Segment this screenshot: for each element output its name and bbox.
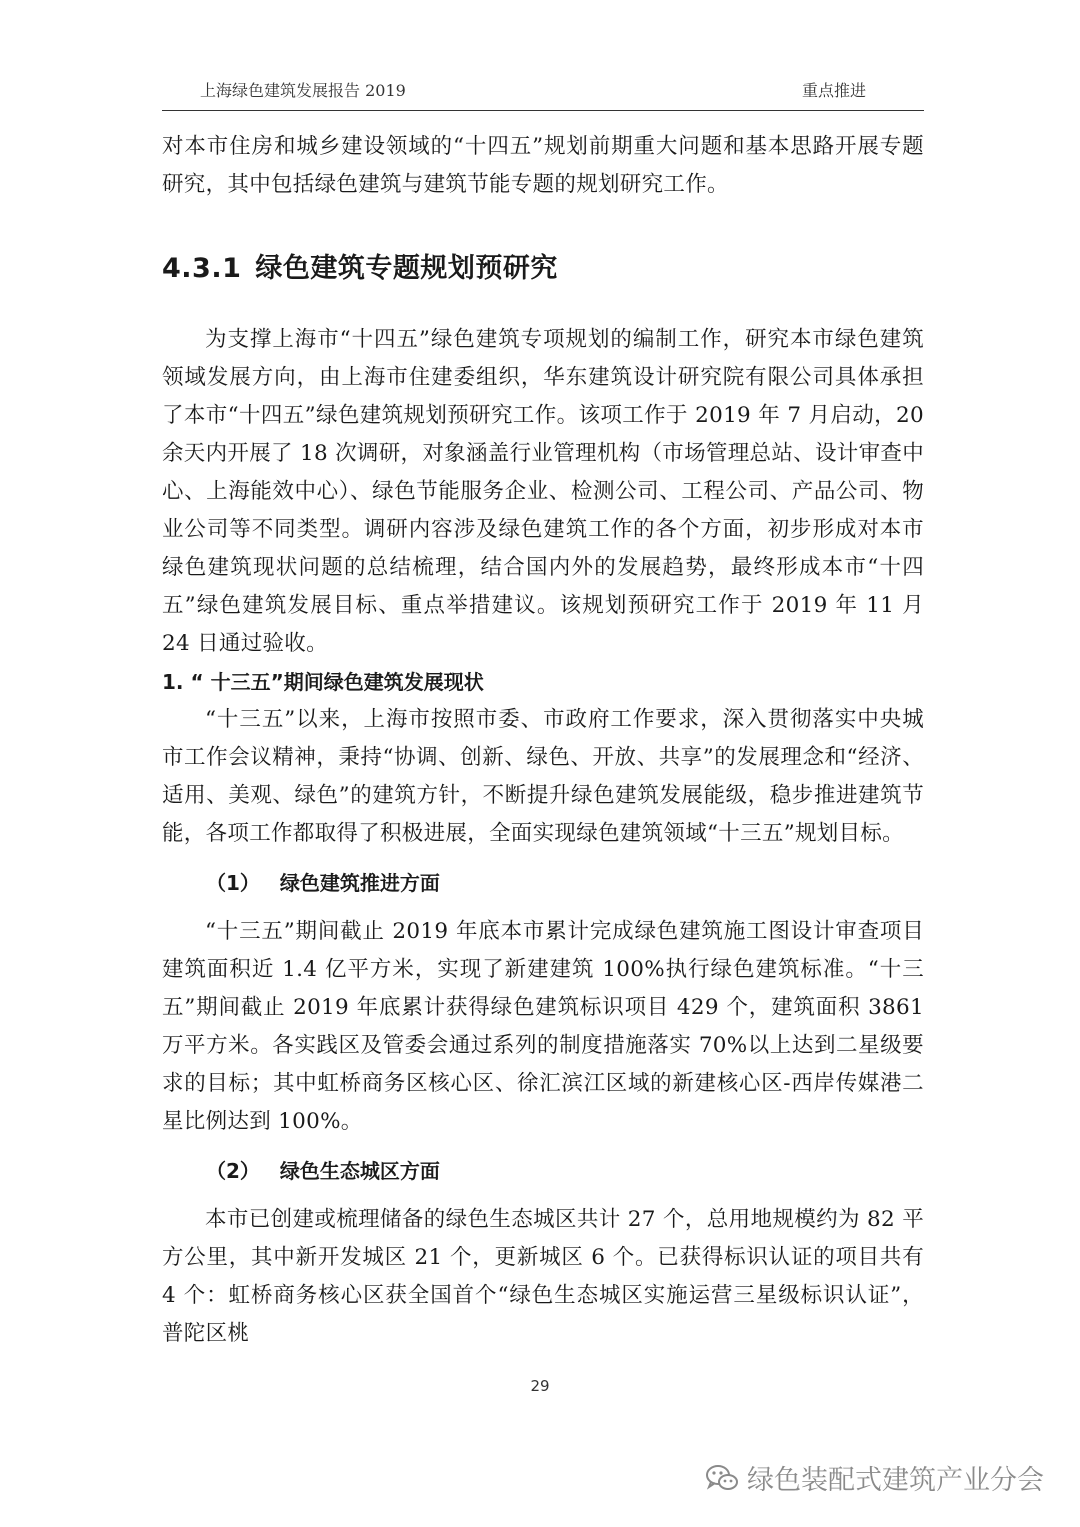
paragraph-eco-district: 本市已创建或梳理储备的绿色生态城区共计 27 个，总用地规模约为 82 平方公里，其中新开发城区 21 个，更新城区 6 个。已获得标识认证的项目共有 4 个：虹桥商务核心区获全国首个“绿色生态城区实施运营三星级标识认证”，普陀区桃: [162, 1207, 924, 1346]
paragraph-research: 为支撑上海市“十四五”绿色建筑专项规划的编制工作，研究本市绿色建筑领域发展方向，由上海市住建委组织，华东建筑设计研究院有限公司具体承担了本市“十四五”绿色建筑规划预研究工作。该项工作于 2019 年 7 月启动，20 余天内开展了 18 次调研，对象涵盖行业管理机构（市场管理总站、设计审查中心、上海能效中心）、绿色节能服务企业、检测公司、工程公司、产品公司、物业公司等不同类型。调研内容涉及绿色建筑工作的各个方面，初步形成对本市绿色建筑现状问题的总结梳理，结合国内外的发展趋势，最终形成本市“十四五”绿色建筑发展目标、重点举措建议。该规划预研究工作于 2019 年 11 月 24 日通过验收。: [162, 327, 924, 656]
watermark: [705, 1458, 1044, 1497]
watermark-text: 绿色装配式建筑产业分会: [747, 1465, 1044, 1496]
paragraph-status: “十三五”以来，上海市按照市委、市政府工作要求，深入贯彻落实中央城市工作会议精神，秉持“协调、创新、绿色、开放、共享”的发展理念和“经济、适用、美观、绿色”的建筑方针，不断提升绿色建筑发展能级，稳步推进建筑节能，各项工作都取得了积极进展，全面实现绿色建筑领域“十三五”规划目标。: [162, 707, 924, 846]
subheading-eco-district-title: 绿色生态城区方面: [279, 1159, 440, 1183]
subheading-green-building-label: （1）: [206, 871, 260, 895]
section-title: 绿色建筑专题规划预研究: [255, 253, 558, 284]
header-chapter-title: 重点推进: [801, 81, 866, 100]
subheading-green-building: [206, 863, 924, 903]
page-number: 29: [530, 1377, 550, 1395]
header-report-title: 上海绿色建筑发展报告 2019: [200, 81, 406, 100]
paragraph-green-building: “十三五”期间截止 2019 年底本市累计完成绿色建筑施工图设计审查项目建筑面积近 1.4 亿平方米，实现了新建建筑 100%执行绿色建筑标准。“十三五”期间截止 2019 年底累计获得绿色建筑标识项目 429 个，建筑面积 3861 万平方米。各实践区及管委会通过系列的制度措施落实 70%以上达到二星级要求的目标；其中虹桥商务区核心区、徐汇滨江区域的新建核心区-西岸传媒港二星比例达到 100%。: [162, 919, 924, 1134]
subheading-status: 1. “ 十三五”期间绿色建筑发展现状: [162, 670, 484, 694]
page-header: [162, 70, 924, 111]
wechat-icon: [705, 1463, 739, 1493]
subheading-eco-district-label: （2）: [206, 1159, 260, 1183]
section-heading: [162, 246, 924, 285]
intro-paragraph: 对本市住房和城乡建设领域的“十四五”规划前期重大问题和基本思路开展专题研究，其中包括绿色建筑与建筑节能专题的规划研究工作。: [162, 134, 924, 197]
page-body: [162, 128, 924, 1353]
subheading-green-building-title: 绿色建筑推进方面: [279, 871, 440, 895]
section-number: 4.3.1: [162, 253, 242, 284]
subheading-eco-district: [206, 1151, 924, 1191]
